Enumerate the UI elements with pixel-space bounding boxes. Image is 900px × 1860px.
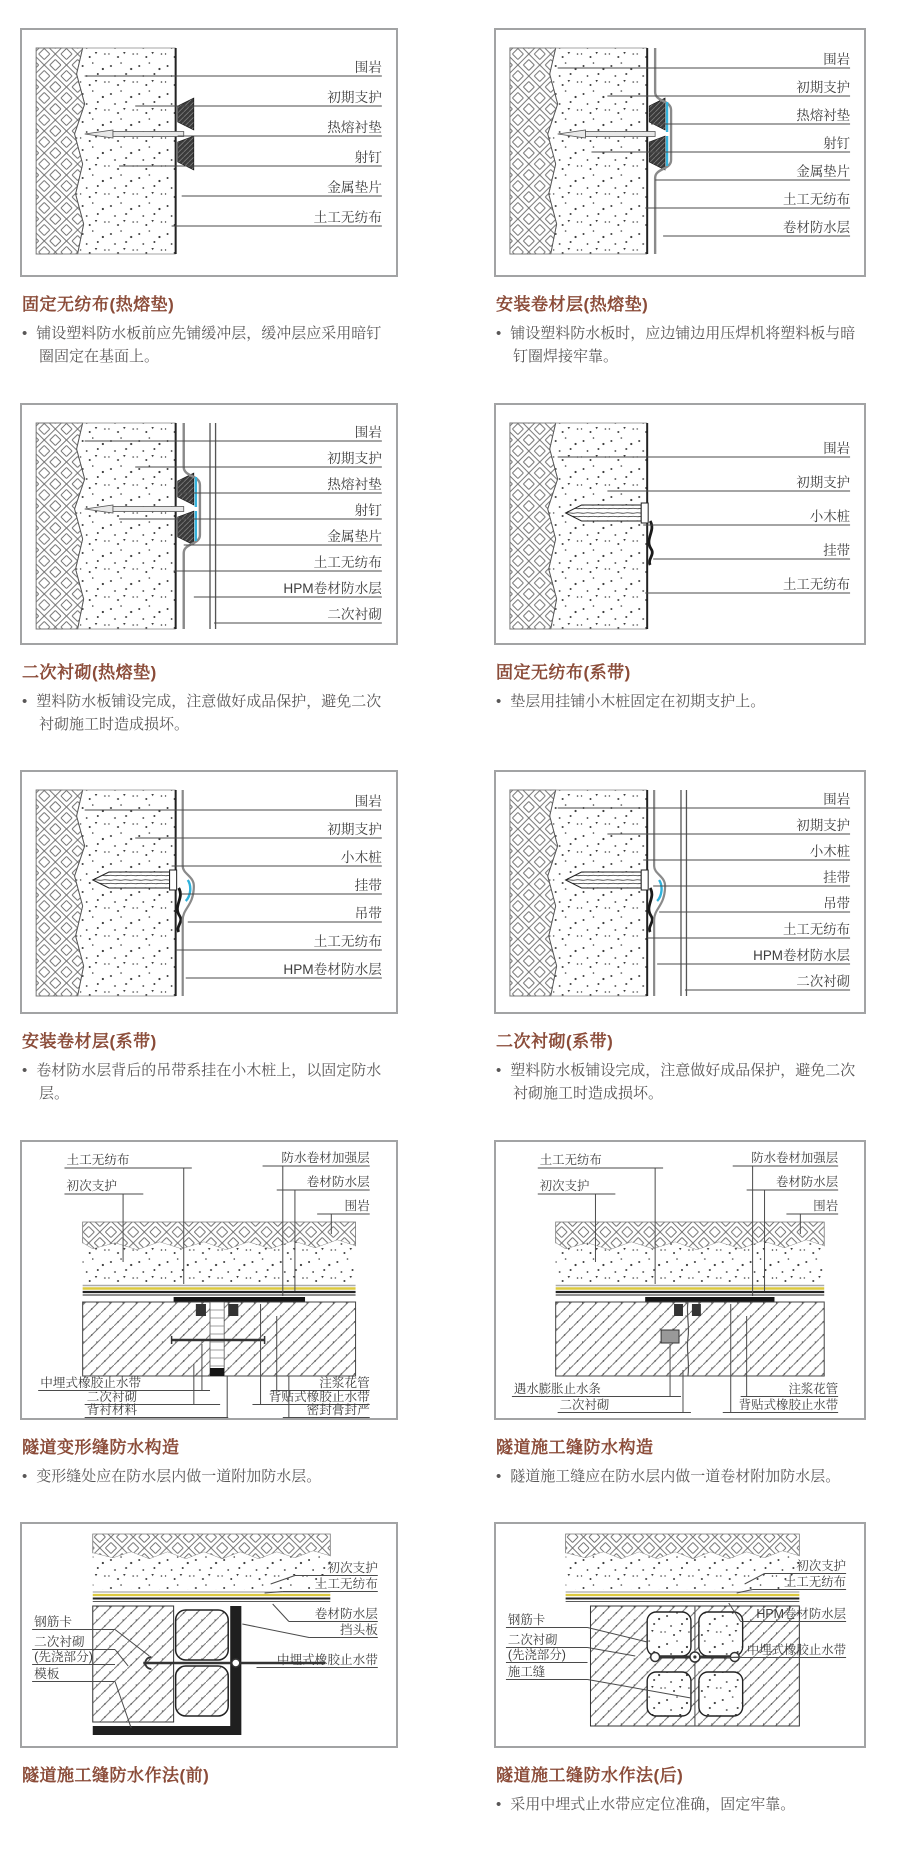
panel-note: • 铺设塑料防水板前应先铺缓冲层，缓冲层应采用暗钉圈固定在基面上。 xyxy=(22,322,396,369)
diagram-construction-joint xyxy=(496,1144,864,1420)
diagram-install-membrane-tie xyxy=(22,774,396,1010)
diagram-fix-geotextile-tie xyxy=(496,407,864,641)
swelling-waterstop-strip xyxy=(661,1330,679,1343)
secondary-lining-drawing xyxy=(210,423,216,629)
key-block xyxy=(176,1666,229,1716)
membrane-drawing xyxy=(183,790,194,996)
diagram-label: 挂带 xyxy=(354,878,382,893)
diagram-label: 吊带 xyxy=(823,895,851,912)
diagram-label: 二次衬砌 xyxy=(559,1397,610,1412)
diagram-label: 围岩 xyxy=(823,51,851,68)
diagram-install-membrane-heatmelt xyxy=(496,32,864,273)
row-2 xyxy=(20,403,900,737)
diagram-label: 金属垫片 xyxy=(796,163,851,180)
strata-drawing xyxy=(566,1534,800,1602)
panel-title: 隧道施工缝防水作法(后) xyxy=(496,1765,684,1785)
diagram-box xyxy=(20,403,398,645)
panel-note: • 隧道施工缝应在防水层内做一道卷材附加防水层。 xyxy=(496,1465,864,1488)
diagram-label: 背贴式橡胶止水带 xyxy=(268,1389,370,1404)
diagram-label: 射钉 xyxy=(354,502,382,518)
diagram-label: 防水卷材加强层 xyxy=(281,1150,370,1165)
diagram-label: 小木桩 xyxy=(340,850,382,865)
diagram-label: 注浆花管 xyxy=(788,1381,839,1396)
panel-secondary-lining-tie xyxy=(494,770,866,1106)
diagram-box xyxy=(494,403,866,645)
diagram-box xyxy=(494,28,866,277)
waterstop-clamp xyxy=(228,1304,238,1316)
diagram-label: 土工无纺布 xyxy=(539,1152,602,1167)
diagram-label: 遇水膨胀止水条 xyxy=(513,1381,601,1396)
diagram-label: 土工无纺布 xyxy=(782,576,851,592)
diagram-label: HPM卷材防水层 xyxy=(283,962,382,977)
panel-fix-geotextile-tie xyxy=(494,403,866,713)
diagram-label: 初次支护 xyxy=(796,1558,847,1573)
row-4 xyxy=(20,1140,900,1488)
diagram-label: 中埋式橡胶止水带 xyxy=(276,1652,378,1667)
panel-title: 安装卷材层(系带) xyxy=(22,1032,157,1051)
panel-note: • 垫层用挂铺小木桩固定在初期支护上。 xyxy=(496,690,864,713)
diagram-label: 二次衬砌 xyxy=(507,1632,558,1647)
rock-wall-drawing xyxy=(510,423,647,629)
panel-title: 二次衬砌(热熔垫) xyxy=(22,662,157,682)
diagram-label: 吊带 xyxy=(354,906,382,921)
key-block xyxy=(699,1672,743,1716)
row-1 xyxy=(20,28,900,369)
row-3 xyxy=(20,770,900,1106)
key-block xyxy=(647,1612,691,1656)
panel-install-membrane-tie xyxy=(20,770,398,1106)
diagram-deformation-joint xyxy=(22,1144,396,1420)
diagram-label: 中埋式橡胶止水带 xyxy=(746,1642,847,1657)
panel-note: • 塑料防水板铺设完成，注意做好成品保护，避免二次衬砌施工时造成损坏。 xyxy=(22,690,396,737)
diagram-box xyxy=(20,28,398,277)
diagram-label: 初期支护 xyxy=(796,79,851,96)
diagram-label: 初期支护 xyxy=(796,817,851,834)
diagram-secondary-lining-heatmelt xyxy=(22,407,396,641)
panel-title: 固定无纺布(系带) xyxy=(496,662,631,682)
diagram-label: (先浇部分) xyxy=(34,1649,93,1664)
diagram-label: 射钉 xyxy=(354,150,382,165)
diagram-fix-geotextile-heatmelt xyxy=(22,32,396,273)
rock-wall-drawing xyxy=(36,423,175,629)
diagram-label: 金属垫片 xyxy=(327,528,382,544)
rock-wall-drawing xyxy=(510,790,647,996)
diagram-construction-joint-after xyxy=(496,1526,864,1744)
diagram-label: 围岩 xyxy=(354,794,382,809)
row-5 xyxy=(20,1522,900,1816)
diagram-label: 注浆花管 xyxy=(319,1375,370,1390)
diagram-label: 土工无纺布 xyxy=(314,1576,378,1591)
diagram-box xyxy=(20,1522,398,1748)
diagram-label: 卷材防水层 xyxy=(306,1174,370,1189)
diagram-label: 初次支护 xyxy=(66,1178,117,1193)
diagram-label: 围岩 xyxy=(813,1198,839,1213)
diagram-label: 防水卷材加强层 xyxy=(751,1150,839,1165)
diagram-label: 热熔衬垫 xyxy=(327,120,382,135)
diagram-label: 二次衬砌 xyxy=(796,973,851,990)
diagram-label: 初次支护 xyxy=(539,1178,590,1193)
diagram-label: 围岩 xyxy=(823,791,851,808)
diagram-box xyxy=(20,1140,398,1420)
diagram-label: 二次衬砌 xyxy=(327,606,382,622)
diagram-label: 土工无纺布 xyxy=(313,210,382,225)
panel-construction-joint xyxy=(494,1140,866,1488)
key-block xyxy=(699,1612,743,1656)
diagram-label: 挂带 xyxy=(823,869,851,886)
waterstop-clamp xyxy=(674,1304,683,1316)
diagram-label: 土工无纺布 xyxy=(784,1574,847,1589)
formwork xyxy=(93,1726,242,1735)
diagram-box xyxy=(494,1140,866,1420)
membrane-drawing xyxy=(654,790,665,996)
secondary-lining-drawing xyxy=(681,790,686,996)
waterstop-clamp xyxy=(196,1304,206,1316)
panel-install-membrane-heatmelt xyxy=(494,28,866,369)
diagram-label: 模板 xyxy=(34,1666,60,1681)
diagram-label: 围岩 xyxy=(354,60,382,75)
diagram-label: 二次衬砌 xyxy=(34,1634,85,1649)
diagram-label: HPM卷材防水层 xyxy=(756,1606,847,1621)
diagram-label: 卷材防水层 xyxy=(782,219,851,236)
diagram-label: 背贴式橡胶止水带 xyxy=(738,1397,839,1412)
waterstop-clamp xyxy=(692,1304,701,1316)
diagram-label: 土工无纺布 xyxy=(782,191,851,208)
diagram-box xyxy=(20,770,398,1014)
diagram-label: 土工无纺布 xyxy=(313,554,382,570)
diagram-label: 施工缝 xyxy=(507,1664,546,1679)
diagram-label: 卷材防水层 xyxy=(776,1174,839,1189)
diagram-label: 钢筋卡 xyxy=(34,1614,72,1629)
diagram-label: 初期支护 xyxy=(327,90,382,105)
diagram-label: 初次支护 xyxy=(327,1560,378,1575)
panel-secondary-lining-heatmelt xyxy=(20,403,398,737)
diagram-label: 小木桩 xyxy=(809,843,851,860)
rock-wall-drawing xyxy=(36,790,175,996)
diagram-label: 初期支护 xyxy=(796,474,851,490)
diagram-label: 密封膏封严 xyxy=(306,1402,370,1417)
diagram-label: 土工无纺布 xyxy=(66,1152,130,1167)
diagram-label: 初期支护 xyxy=(327,450,382,466)
diagram-label: 钢筋卡 xyxy=(507,1612,546,1627)
diagram-label: 围岩 xyxy=(344,1198,370,1213)
rock-wall-drawing xyxy=(510,48,647,254)
panel-note: • 塑料防水板铺设完成，注意做好成品保护，避免二次衬砌施工时造成损坏。 xyxy=(496,1059,864,1106)
diagram-label: 背衬材料 xyxy=(86,1402,138,1417)
rock-wall-drawing xyxy=(36,48,175,254)
panel-title: 安装卷材层(热熔垫) xyxy=(496,295,649,314)
diagram-label: 围岩 xyxy=(354,424,382,440)
panel-fix-geotextile-heatmelt xyxy=(20,28,398,369)
diagram-label: 土工无纺布 xyxy=(313,934,382,949)
key-block xyxy=(176,1610,229,1660)
diagram-label: HPM卷材防水层 xyxy=(753,947,851,964)
panel-note: • 变形缝处应在防水层内做一道附加防水层。 xyxy=(22,1465,396,1488)
diagram-label: 中埋式橡胶止水带 xyxy=(40,1375,142,1390)
panel-note: • 采用中埋式止水带应定位准确，固定牢靠。 xyxy=(496,1793,864,1816)
diagram-label: 土工无纺布 xyxy=(782,921,851,938)
diagram-box xyxy=(494,1522,866,1748)
panel-title: 隧道施工缝防水作法(前) xyxy=(22,1765,210,1785)
sealant xyxy=(210,1368,224,1376)
diagram-label: 卷材防水层 xyxy=(314,1606,378,1621)
diagram-label: 挂带 xyxy=(823,542,851,558)
diagram-label: 挡头板 xyxy=(339,1622,378,1637)
panel-note: • 卷材防水层背后的吊带系挂在小木桩上，以固定防水层。 xyxy=(22,1059,396,1106)
panel-note: • 铺设塑料防水板时，应边铺边用压焊机将塑料板与暗钉圈焊接牢靠。 xyxy=(496,322,864,369)
diagram-label: 金属垫片 xyxy=(327,180,382,195)
diagram-secondary-lining-tie xyxy=(496,774,864,1010)
panel-construction-joint-method-before xyxy=(20,1522,398,1793)
panel-title: 二次衬砌(系带) xyxy=(496,1032,614,1051)
panel-deformation-joint xyxy=(20,1140,398,1488)
panel-title: 隧道变形缝防水构造 xyxy=(22,1437,180,1457)
diagram-label: 小木桩 xyxy=(809,508,851,524)
diagram-label: 热熔衬垫 xyxy=(796,107,851,124)
diagram-box xyxy=(494,770,866,1014)
diagram-label: (先浇部分) xyxy=(507,1647,566,1662)
diagram-construction-joint-before xyxy=(22,1526,396,1744)
diagram-label: 射钉 xyxy=(823,135,851,152)
panel-title: 隧道施工缝防水构造 xyxy=(496,1437,654,1457)
diagram-label: 围岩 xyxy=(823,440,851,456)
diagram-label: 热熔衬垫 xyxy=(327,476,382,492)
diagram-label: HPM卷材防水层 xyxy=(283,580,382,596)
diagram-label: 二次衬砌 xyxy=(86,1389,138,1404)
panel-title: 固定无纺布(热熔垫) xyxy=(22,295,175,314)
diagram-label: 初期支护 xyxy=(327,822,382,837)
panel-construction-joint-method-after xyxy=(494,1522,866,1816)
